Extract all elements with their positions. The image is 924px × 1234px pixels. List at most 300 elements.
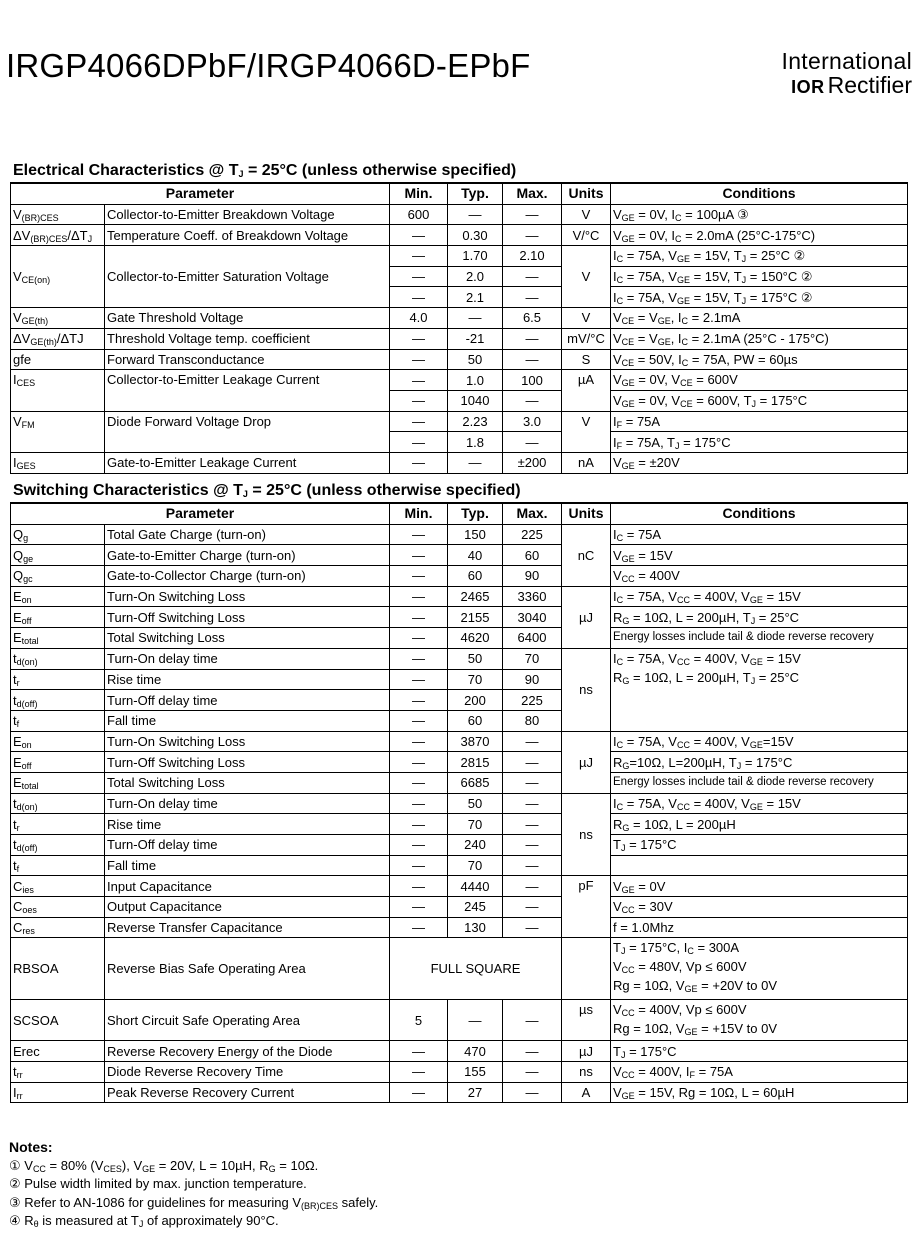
units-cell: µJ [562, 1041, 611, 1062]
min-cell: — [390, 586, 448, 607]
units-cell: µA [562, 370, 611, 411]
header-parameter: Parameter [11, 503, 390, 524]
parameter-cell: Turn-Off delay time [105, 690, 390, 711]
symbol-cell: $I_{CES}$ [11, 370, 105, 411]
symbol-cell: $E_{total}$ [11, 628, 105, 649]
conditions-cell: $I_F = 75A$ [611, 411, 908, 432]
parameter-cell: Input Capacitance [105, 876, 390, 897]
typ-cell: 2.23 [448, 411, 503, 432]
conditions-cell: $I_C = 75A$ [611, 524, 908, 545]
min-cell: — [390, 1082, 448, 1103]
typ-cell: 50 [448, 648, 503, 669]
document-title: IRGP4066DPbF/IRGP4066D-EPbF [6, 47, 531, 84]
min-cell: — [390, 1041, 448, 1062]
conditions-cell: $V_{CE} = V_{GE}$, $I_C = 2.1mA$ (25°C - 175°C) [611, 328, 908, 349]
typ-cell: 6685 [448, 772, 503, 793]
units-cell: µJ [562, 731, 611, 793]
max-cell: — [503, 1000, 562, 1041]
electrical-section-title [13, 162, 516, 180]
conditions-cell: $V_{GE} = \pm 20V$ [611, 452, 908, 473]
units-cell: pF [562, 876, 611, 938]
conditions-cell: $V_{CE} = V_{GE}$, $I_C = 2.1mA$ [611, 308, 908, 329]
notes-list [9, 1157, 378, 1231]
max-cell: — [503, 1041, 562, 1062]
units-cell: nC [562, 524, 611, 586]
min-cell: — [390, 648, 448, 669]
symbol-cell: $\Delta V_{(BR)CES}/\Delta T_J$ [11, 225, 105, 246]
parameter-cell: Short Circuit Safe Operating Area [105, 1000, 390, 1041]
switching-title-rest: = 25°C (unless otherwise specified) [247, 482, 521, 499]
min-cell: — [390, 566, 448, 587]
table-row [11, 545, 908, 566]
max-cell: 6400 [503, 628, 562, 649]
table-row [11, 1000, 908, 1041]
max-cell: 60 [503, 545, 562, 566]
max-cell: 6.5 [503, 308, 562, 329]
conditions-cell: $T_J = 175^\circ C$, $I_C = 300A$ $V_{CC} = 480V$, Vp ≤ 600V Rg = 10Ω, $V_{GE} = +20V$ to 0V [611, 938, 908, 1000]
max-cell: — [503, 897, 562, 918]
parameter-cell: Rise time [105, 814, 390, 835]
typ-cell: -21 [448, 328, 503, 349]
min-cell: — [390, 266, 448, 287]
conditions-cell: $V_{CC} = 400V$ [611, 566, 908, 587]
conditions-cell: $R_G = 10\Omega$, L = 200µH, $T_J = 25^\circ C$ [611, 607, 908, 628]
table-row [11, 855, 908, 876]
header-conditions: Conditions [611, 183, 908, 204]
notes-title: Notes: [9, 1139, 53, 1155]
conditions-cell: $I_F = 75A$, $T_J = 175^\circ C$ [611, 432, 908, 453]
parameter-cell: Output Capacitance [105, 897, 390, 918]
parameter-cell: Temperature Coeff. of Breakdown Voltage [105, 225, 390, 246]
typ-cell: 200 [448, 690, 503, 711]
conditions-cell: $V_{GE} = 0V$, $I_C = 100\mu A$ ③ [611, 204, 908, 225]
max-cell: 80 [503, 710, 562, 731]
min-cell: — [390, 1062, 448, 1083]
parameter-cell: Turn-On delay time [105, 648, 390, 669]
max-cell: — [503, 1082, 562, 1103]
parameter-cell: Gate-to-Emitter Leakage Current [105, 452, 390, 473]
conditions-cell: $V_{CC} = 400V$, Vp ≤ 600V Rg = 10Ω, $V_{GE} = +15V$ to 0V [611, 1000, 908, 1041]
symbol-cell: $Q_g$ [11, 524, 105, 545]
header-typ: Typ. [448, 503, 503, 524]
conditions-cell: $I_C = 75A$, $V_{GE} = 15V$, $T_J = 175^\circ C$ ② [611, 287, 908, 308]
conditions-cell: $V_{CE} = 50V$, $I_C = 75A$, PW = 60µs [611, 349, 908, 370]
conditions-cell: $V_{GE} = 0V$, $V_{CE} = 600V$, $T_J = 175^\circ C$ [611, 390, 908, 411]
typ-cell: 50 [448, 349, 503, 370]
conditions-cell: $T_J = 175^\circ C$ [611, 1041, 908, 1062]
symbol-cell: SCSOA [11, 1000, 105, 1041]
table-row [11, 793, 908, 814]
table-row [11, 731, 908, 752]
electrical-title-rest: = 25°C (unless otherwise specified) [243, 162, 517, 179]
header-min: Min. [390, 183, 448, 204]
symbol-cell: $V_{(BR)CES}$ [11, 204, 105, 225]
conditions-cell: $V_{GE} = 0V$ [611, 876, 908, 897]
typ-cell: 60 [448, 566, 503, 587]
units-cell [562, 938, 611, 1000]
header-min: Min. [390, 503, 448, 524]
min-cell: — [390, 855, 448, 876]
switching-characteristics-table [10, 502, 908, 1103]
parameter-cell: Turn-On Switching Loss [105, 586, 390, 607]
symbol-cell: $C_{res}$ [11, 917, 105, 938]
table-row [11, 225, 908, 246]
min-cell: — [390, 390, 448, 411]
symbol-cell: $V_{CE(on)}$ [11, 246, 105, 308]
min-cell: — [390, 349, 448, 370]
parameter-cell: Rise time [105, 669, 390, 690]
parameter-cell: Forward Transconductance [105, 349, 390, 370]
typ-cell: 2815 [448, 752, 503, 773]
typ-cell: 470 [448, 1041, 503, 1062]
symbol-cell: RBSOA [11, 938, 105, 1000]
min-cell: — [390, 772, 448, 793]
min-cell: 600 [390, 204, 448, 225]
parameter-cell: Total Gate Charge (turn-on) [105, 524, 390, 545]
parameter-cell: Turn-On Switching Loss [105, 731, 390, 752]
units-cell: V [562, 411, 611, 452]
parameter-cell: Turn-Off Switching Loss [105, 607, 390, 628]
max-cell: — [503, 390, 562, 411]
typ-cell: 130 [448, 917, 503, 938]
parameter-cell: Fall time [105, 710, 390, 731]
min-cell: — [390, 793, 448, 814]
conditions-cell: $I_C = 75A$, $V_{CC} = 400V$, $V_{GE} = 15V$ [611, 793, 908, 814]
table-row [11, 835, 908, 856]
conditions-cell: $V_{GE} = 15V$, Rg = 10Ω, L = 60µH [611, 1082, 908, 1103]
typ-cell: 70 [448, 855, 503, 876]
conditions-cell: $I_C = 75A$, $V_{GE} = 15V$, $T_J = 150^\circ C$ ② [611, 266, 908, 287]
symbol-cell: $V_{FM}$ [11, 411, 105, 452]
symbol-cell: $E_{on}$ [11, 731, 105, 752]
typ-cell: — [448, 204, 503, 225]
symbol-cell: $t_{rr}$ [11, 1062, 105, 1083]
max-cell: — [503, 328, 562, 349]
table-row [11, 204, 908, 225]
typ-cell: 1.8 [448, 432, 503, 453]
header-row [11, 183, 908, 204]
units-cell: µJ [562, 586, 611, 648]
units-cell: nA [562, 452, 611, 473]
logo-line-rectifier [782, 74, 913, 97]
conditions-cell: $T_J = 175^\circ C$ [611, 835, 908, 856]
symbol-cell: $t_{d(off)}$ [11, 835, 105, 856]
table-row [11, 586, 908, 607]
symbol-cell: $t_{d(off)}$ [11, 690, 105, 711]
table-row [11, 917, 908, 938]
min-cell: — [390, 545, 448, 566]
table-row [11, 308, 908, 329]
header-max: Max. [503, 183, 562, 204]
header-units: Units [562, 183, 611, 204]
max-cell: 70 [503, 648, 562, 669]
units-cell: ns [562, 648, 611, 731]
typ-cell: 27 [448, 1082, 503, 1103]
typ-cell: 40 [448, 545, 503, 566]
max-cell: — [503, 1062, 562, 1083]
table-row [11, 246, 908, 267]
max-cell: — [503, 814, 562, 835]
typ-cell: 4620 [448, 628, 503, 649]
max-cell: — [503, 349, 562, 370]
table-row [11, 648, 908, 669]
max-cell: 90 [503, 566, 562, 587]
min-cell: — [390, 752, 448, 773]
symbol-cell: Erec [11, 1041, 105, 1062]
switching-title-sub: J [242, 489, 248, 499]
parameter-cell: Collector-to-Emitter Saturation Voltage [105, 246, 390, 308]
table-row [11, 628, 908, 649]
min-cell: 4.0 [390, 308, 448, 329]
max-cell: 3040 [503, 607, 562, 628]
min-cell: — [390, 287, 448, 308]
max-cell: — [503, 772, 562, 793]
max-cell: — [503, 225, 562, 246]
max-cell: 100 [503, 370, 562, 391]
parameter-cell: Diode Forward Voltage Drop [105, 411, 390, 452]
units-cell: V [562, 204, 611, 225]
typ-cell: — [448, 452, 503, 473]
min-cell: — [390, 452, 448, 473]
conditions-cell: $I_C = 75A$, $V_{CC} = 400V$, $V_{GE} = 15V$ [611, 586, 908, 607]
conditions-cell: $V_{CC} = 400V$, $I_F = 75A$ [611, 1062, 908, 1083]
symbol-cell: $Q_{gc}$ [11, 566, 105, 587]
typ-cell: 3870 [448, 731, 503, 752]
table-row [11, 411, 908, 432]
conditions-cell: Energy losses include tail & diode reverse recovery [611, 628, 908, 649]
table-row [11, 370, 908, 391]
full-square-cell: FULL SQUARE [390, 938, 562, 1000]
symbol-cell: $t_r$ [11, 814, 105, 835]
max-cell: — [503, 835, 562, 856]
typ-cell: 240 [448, 835, 503, 856]
min-cell: — [390, 897, 448, 918]
parameter-cell: Collector-to-Emitter Leakage Current [105, 370, 390, 411]
parameter-cell: Diode Reverse Recovery Time [105, 1062, 390, 1083]
max-cell: — [503, 287, 562, 308]
table-row [11, 1041, 908, 1062]
max-cell: 3.0 [503, 411, 562, 432]
units-cell: mV/°C [562, 328, 611, 349]
symbol-cell: $C_{oes}$ [11, 897, 105, 918]
parameter-cell: Fall time [105, 855, 390, 876]
typ-cell: 1.0 [448, 370, 503, 391]
table-row [11, 938, 908, 1000]
conditions-cell: $V_{CC} = 30V$ [611, 897, 908, 918]
note-item: ② Pulse width limited by max. junction temperature. [9, 1176, 307, 1191]
min-cell: — [390, 835, 448, 856]
typ-cell: 0.30 [448, 225, 503, 246]
logo-rectifier-text: Rectifier [827, 72, 912, 98]
min-cell: — [390, 876, 448, 897]
min-cell: — [390, 411, 448, 432]
table-row [11, 607, 908, 628]
units-cell: V [562, 246, 611, 308]
electrical-characteristics-table [10, 182, 908, 474]
typ-cell: 60 [448, 710, 503, 731]
table-row [11, 876, 908, 897]
min-cell: — [390, 731, 448, 752]
parameter-cell: Turn-Off Switching Loss [105, 752, 390, 773]
conditions-cell: $R_G=10\Omega$, L=200µH, $T_J = 175^\circ C$ [611, 752, 908, 773]
table-row [11, 524, 908, 545]
electrical-title-sub: J [238, 169, 244, 179]
parameter-cell: Reverse Recovery Energy of the Diode [105, 1041, 390, 1062]
conditions-cell: $I_C = 75A$, $V_{GE} = 15V$, $T_J = 25^\circ C$ ② [611, 246, 908, 267]
header-units: Units [562, 503, 611, 524]
min-cell: — [390, 432, 448, 453]
typ-cell: 50 [448, 793, 503, 814]
min-cell: — [390, 328, 448, 349]
min-cell: — [390, 607, 448, 628]
typ-cell: 245 [448, 897, 503, 918]
max-cell: — [503, 731, 562, 752]
symbol-cell: $E_{on}$ [11, 586, 105, 607]
note-item: ③ Refer to AN-1086 for guidelines for measuring $V_{(BR)CES}$ safely. [9, 1194, 379, 1211]
parameter-cell: Reverse Bias Safe Operating Area [105, 938, 390, 1000]
symbol-cell: $Q_{ge}$ [11, 545, 105, 566]
min-cell: — [390, 628, 448, 649]
parameter-cell: Turn-On delay time [105, 793, 390, 814]
max-cell: 225 [503, 524, 562, 545]
symbol-cell: $t_{d(on)}$ [11, 793, 105, 814]
notes-section [9, 1138, 378, 1231]
parameter-cell: Threshold Voltage temp. coefficient [105, 328, 390, 349]
typ-cell: 150 [448, 524, 503, 545]
units-cell: S [562, 349, 611, 370]
symbol-cell: $E_{off}$ [11, 607, 105, 628]
parameter-cell: Collector-to-Emitter Breakdown Voltage [105, 204, 390, 225]
table-row [11, 566, 908, 587]
symbol-cell: gfe [11, 349, 105, 370]
company-logo [782, 50, 913, 97]
typ-cell: 2155 [448, 607, 503, 628]
conditions-cell: $I_C = 75A$, $V_{CC} = 400V$, $V_{GE}=15V$ [611, 731, 908, 752]
header-max: Max. [503, 503, 562, 524]
header-typ: Typ. [448, 183, 503, 204]
typ-cell: 70 [448, 814, 503, 835]
logo-line-international: International [781, 48, 912, 74]
typ-cell: — [448, 308, 503, 329]
max-cell: — [503, 204, 562, 225]
table-row [11, 1082, 908, 1103]
max-cell: 225 [503, 690, 562, 711]
symbol-cell: $I_{GES}$ [11, 452, 105, 473]
max-cell: — [503, 752, 562, 773]
max-cell: 3360 [503, 586, 562, 607]
typ-cell: 2465 [448, 586, 503, 607]
table-row [11, 897, 908, 918]
typ-cell: 155 [448, 1062, 503, 1083]
typ-cell: 70 [448, 669, 503, 690]
min-cell: — [390, 690, 448, 711]
conditions-cell: $I_C = 75A$, $V_{CC} = 400V$, $V_{GE} = 15V$ $R_G = 10\Omega$, L = 200µH, $T_J = 25^\circ C$ [611, 648, 908, 731]
switching-title-text: Switching Characteristics @ T [13, 482, 243, 499]
header-conditions: Conditions [611, 503, 908, 524]
parameter-cell: Total Switching Loss [105, 628, 390, 649]
conditions-cell: $R_G = 10\Omega$, L = 200µH [611, 814, 908, 835]
table-row [11, 752, 908, 773]
min-cell: — [390, 246, 448, 267]
max-cell: — [503, 793, 562, 814]
symbol-cell: $E_{total}$ [11, 772, 105, 793]
max-cell: 2.10 [503, 246, 562, 267]
switching-section-title [13, 482, 521, 500]
header-row [11, 503, 908, 524]
typ-cell: 1.70 [448, 246, 503, 267]
parameter-cell: Peak Reverse Recovery Current [105, 1082, 390, 1103]
max-cell: — [503, 917, 562, 938]
min-cell: — [390, 669, 448, 690]
table-row [11, 349, 908, 370]
max-cell: — [503, 876, 562, 897]
conditions-cell: $V_{GE} = 15V$ [611, 545, 908, 566]
min-cell: — [390, 524, 448, 545]
min-cell: — [390, 814, 448, 835]
units-cell: ns [562, 1062, 611, 1083]
min-cell: — [390, 710, 448, 731]
conditions-cell: Energy losses include tail & diode reverse recovery [611, 772, 908, 793]
max-cell: ±200 [503, 452, 562, 473]
parameter-cell: Reverse Transfer Capacitance [105, 917, 390, 938]
max-cell: — [503, 266, 562, 287]
parameter-cell: Total Switching Loss [105, 772, 390, 793]
table-row [11, 814, 908, 835]
conditions-cell: f = 1.0Mhz [611, 917, 908, 938]
min-cell: — [390, 370, 448, 391]
min-cell: — [390, 225, 448, 246]
table-row [11, 328, 908, 349]
typ-cell: 1040 [448, 390, 503, 411]
symbol-cell: $t_r$ [11, 669, 105, 690]
max-cell: 90 [503, 669, 562, 690]
max-cell: — [503, 432, 562, 453]
symbol-cell: $t_f$ [11, 855, 105, 876]
typ-cell: 4440 [448, 876, 503, 897]
header-parameter: Parameter [11, 183, 390, 204]
parameter-cell: Gate Threshold Voltage [105, 308, 390, 329]
min-cell: 5 [390, 1000, 448, 1041]
table-row [11, 772, 908, 793]
electrical-title-text: Electrical Characteristics @ T [13, 162, 239, 179]
units-cell: V [562, 308, 611, 329]
typ-cell: 2.1 [448, 287, 503, 308]
parameter-cell: Turn-Off delay time [105, 835, 390, 856]
typ-cell: 2.0 [448, 266, 503, 287]
typ-cell: — [448, 1000, 503, 1041]
symbol-cell: $I_{rr}$ [11, 1082, 105, 1103]
units-cell: ns [562, 793, 611, 876]
min-cell: — [390, 917, 448, 938]
symbol-cell: $C_{ies}$ [11, 876, 105, 897]
units-cell: V/°C [562, 225, 611, 246]
symbol-cell: $t_{d(on)}$ [11, 648, 105, 669]
conditions-cell: $V_{GE} = 0V$, $I_C = 2.0mA$ (25°C-175°C) [611, 225, 908, 246]
max-cell: — [503, 855, 562, 876]
parameter-cell: Gate-to-Collector Charge (turn-on) [105, 566, 390, 587]
symbol-cell: $t_f$ [11, 710, 105, 731]
units-cell: A [562, 1082, 611, 1103]
symbol-cell: $\Delta V_{GE(th)}$/ΔTJ [11, 328, 105, 349]
parameter-cell: Gate-to-Emitter Charge (turn-on) [105, 545, 390, 566]
note-item: ① $V_{CC} = 80\%$ $(V_{CES})$, $V_{GE} = 20V$, L = 10µH, $R_G = 10\Omega$. [9, 1157, 319, 1174]
note-item: ④ $R_\theta$ is measured at $T_J$ of approximately 90°C. [9, 1213, 279, 1229]
logo-ior-mark: IOR [791, 77, 825, 97]
conditions-cell: $V_{GE} = 0V$, $V_{CE} = 600V$ [611, 370, 908, 391]
conditions-cell [611, 855, 908, 876]
units-cell: µs [562, 1000, 611, 1041]
symbol-cell: $E_{off}$ [11, 752, 105, 773]
